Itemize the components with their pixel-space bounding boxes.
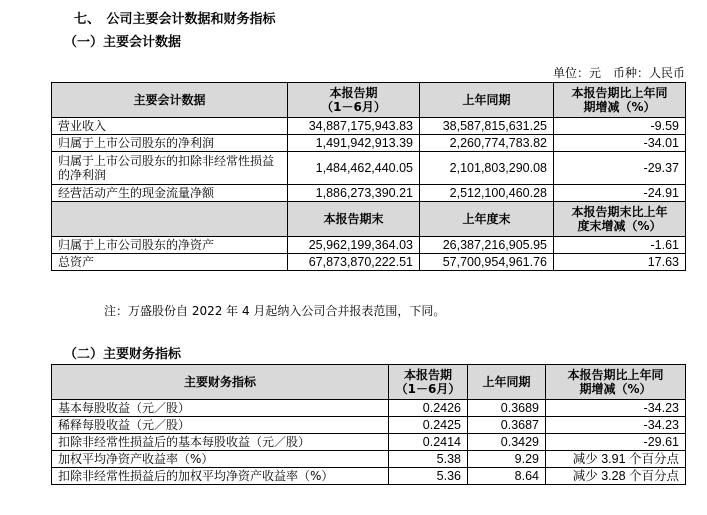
column-header: 本报告期比上年同 期增减（%） (546, 365, 686, 400)
table-row (52, 254, 686, 271)
change-value: 17.63 (554, 254, 686, 271)
footnote: 注：万盛股份自 2022 年 4 月起纳入公司合并报表范围，下同。 (104, 304, 446, 318)
row-label: 经营活动产生的现金流量净额 (52, 185, 288, 202)
current-value: 0.2425 (389, 417, 468, 434)
change-value: -29.37 (554, 152, 686, 185)
change-value: 减少 3.28 个百分点 (546, 468, 686, 485)
section-title: 七、 公司主要会计数据和财务指标 (74, 12, 276, 27)
change-value: -29.61 (546, 434, 686, 451)
prior-value: 0.3689 (468, 400, 546, 417)
prior-value: 26,387,216,905.95 (420, 237, 554, 254)
change-value: -9.59 (554, 118, 686, 135)
table-row (52, 118, 686, 135)
table-row (52, 451, 686, 468)
column-header: 上年同期 (420, 83, 554, 118)
unit-label: 单位：元 币种：人民币 (552, 66, 685, 80)
prior-value: 9.29 (468, 451, 546, 468)
row-label: 扣除非经常性损益后的加权平均净资产收益率（%） (52, 468, 389, 485)
column-header: 本报告期 （1－6月） (389, 365, 468, 400)
table-subheader-row (52, 202, 686, 237)
row-label: 归属于上市公司股东的净利润 (52, 135, 288, 152)
column-header: 上年同期 (468, 365, 546, 400)
column-header: 主要会计数据 (52, 83, 288, 118)
current-value: 1,484,462,440.05 (288, 152, 420, 185)
prior-value: 38,587,815,631.25 (420, 118, 554, 135)
prior-value: 57,700,954,961.76 (420, 254, 554, 271)
row-label: 归属于上市公司股东的净资产 (52, 237, 288, 254)
row-label: 稀释每股收益（元／股） (52, 417, 389, 434)
prior-value: 8.64 (468, 468, 546, 485)
table-row (52, 434, 686, 451)
table-header-row (52, 365, 686, 400)
change-value: -24.91 (554, 185, 686, 202)
current-value: 0.2414 (389, 434, 468, 451)
change-value: -1.61 (554, 237, 686, 254)
prior-value: 2,260,774,783.82 (420, 135, 554, 152)
current-value: 0.2426 (389, 400, 468, 417)
current-value: 1,886,273,390.21 (288, 185, 420, 202)
row-label: 总资产 (52, 254, 288, 271)
table-row (52, 135, 686, 152)
change-value: -34.23 (546, 400, 686, 417)
column-header: 本报告期比上年同 期增减（%） (554, 83, 686, 118)
prior-value: 2,101,803,290.08 (420, 152, 554, 185)
column-header: 上年度末 (420, 202, 554, 237)
current-value: 1,491,942,913.39 (288, 135, 420, 152)
financial-indicators-table (51, 364, 686, 485)
row-label: 营业收入 (52, 118, 288, 135)
table-header-row (52, 83, 686, 118)
row-label: 归属于上市公司股东的扣除非经常性损益的净利润 (52, 152, 288, 185)
current-value: 25,962,199,364.03 (288, 237, 420, 254)
row-label: 扣除非经常性损益后的基本每股收益（元／股） (52, 434, 389, 451)
current-value: 67,873,870,222.51 (288, 254, 420, 271)
table-row (52, 185, 686, 202)
accounting-data-table (51, 82, 686, 271)
table-row (52, 400, 686, 417)
table-row (52, 237, 686, 254)
prior-value: 0.3687 (468, 417, 546, 434)
current-value: 5.36 (389, 468, 468, 485)
table-row (52, 468, 686, 485)
current-value: 5.38 (389, 451, 468, 468)
column-header: 本报告期末比上年 度末增减（%） (554, 202, 686, 237)
column-header: 主要财务指标 (52, 365, 389, 400)
column-header: 本报告期末 (288, 202, 420, 237)
column-header: 本报告期 （1－6月） (288, 83, 420, 118)
blank-header-cell (52, 202, 288, 237)
table-row (52, 152, 686, 185)
row-label: 加权平均净资产收益率（%） (52, 451, 389, 468)
change-value: -34.23 (546, 417, 686, 434)
table-row (52, 417, 686, 434)
current-value: 34,887,175,943.83 (288, 118, 420, 135)
change-value: -34.01 (554, 135, 686, 152)
part1-title: （一）主要会计数据 (64, 35, 182, 50)
prior-value: 0.3429 (468, 434, 546, 451)
prior-value: 2,512,100,460.28 (420, 185, 554, 202)
row-label: 基本每股收益（元／股） (52, 400, 389, 417)
part2-title: （二）主要财务指标 (64, 347, 182, 362)
change-value: 减少 3.91 个百分点 (546, 451, 686, 468)
